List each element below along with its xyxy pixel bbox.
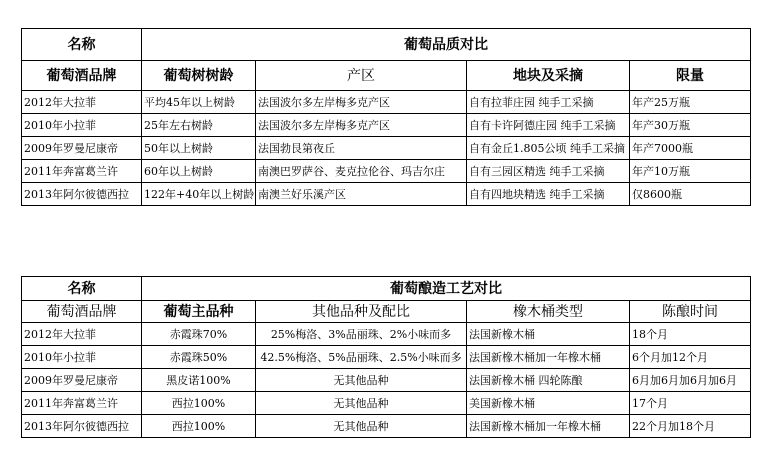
table-cell: 法国波尔多左岸梅多克产区: [256, 91, 467, 114]
table-cell: 西拉100%: [142, 392, 256, 415]
name-header: 名称: [22, 29, 142, 61]
table-cell: 6个月加12个月: [630, 346, 751, 369]
table-cell: 25年左右树龄: [142, 114, 256, 137]
column-header: 其他品种及配比: [256, 301, 467, 323]
table-cell: 17个月: [630, 392, 751, 415]
table-cell: 自有卡许阿德庄园 纯手工采摘: [467, 114, 630, 137]
table-cell: 2011年奔富葛兰许: [22, 160, 142, 183]
column-header: 葡萄酒品牌: [22, 61, 142, 91]
table-title: 葡萄品质对比: [142, 29, 751, 61]
table-cell: 年产25万瓶: [630, 91, 751, 114]
table-row: [22, 346, 751, 369]
table-cell: 自有四地块精选 纯手工采摘: [467, 183, 630, 206]
name-header: 名称: [22, 277, 142, 301]
table-cell: 南澳兰好乐溪产区: [256, 183, 467, 206]
table-title: 葡萄酿造工艺对比: [142, 277, 751, 301]
table-cell: 42.5%梅洛、5%品丽珠、2.5%小味而多: [256, 346, 467, 369]
table-cell: 2011年奔富葛兰许: [22, 392, 142, 415]
table-cell: 2009年罗曼尼康帝: [22, 369, 142, 392]
table-cell: 50年以上树龄: [142, 137, 256, 160]
table-row: [22, 392, 751, 415]
table-cell: 无其他品种: [256, 392, 467, 415]
table-row: [22, 369, 751, 392]
table-cell: 平均45年以上树龄: [142, 91, 256, 114]
table-cell: 黑皮诺100%: [142, 369, 256, 392]
column-header: 限量: [630, 61, 751, 91]
table-cell: 美国新橡木桶: [467, 392, 630, 415]
table-cell: 2010年小拉菲: [22, 114, 142, 137]
table-cell: 年产7000瓶: [630, 137, 751, 160]
table-cell: 122年+40年以上树龄: [142, 183, 256, 206]
table-cell: 法国勃艮第夜丘: [256, 137, 467, 160]
table-cell: 6月加6月加6月加6月: [630, 369, 751, 392]
table-cell: 2013年阿尔彼德西拉: [22, 415, 142, 438]
column-header: 葡萄树树龄: [142, 61, 256, 91]
table-row: [22, 183, 751, 206]
table-cell: 自有拉菲庄园 纯手工采摘: [467, 91, 630, 114]
table-cell: 自有三园区精选 纯手工采摘: [467, 160, 630, 183]
table-cell: 2009年罗曼尼康帝: [22, 137, 142, 160]
table-cell: 2012年大拉菲: [22, 91, 142, 114]
table-row: [22, 114, 751, 137]
table-cell: 2013年阿尔彼德西拉: [22, 183, 142, 206]
table-cell: 年产30万瓶: [630, 114, 751, 137]
table-cell: 2012年大拉菲: [22, 323, 142, 346]
table-cell: 无其他品种: [256, 415, 467, 438]
table-cell: 赤霞珠50%: [142, 346, 256, 369]
table-cell: 18个月: [630, 323, 751, 346]
table-cell: 法国新橡木桶 四轮陈酿: [467, 369, 630, 392]
table-cell: 25%梅洛、3%品丽珠、2%小味而多: [256, 323, 467, 346]
table-cell: 法国波尔多左岸梅多克产区: [256, 114, 467, 137]
column-header: 葡萄主品种: [142, 301, 256, 323]
table-row: [22, 160, 751, 183]
table-cell: 法国新橡木桶: [467, 323, 630, 346]
table-cell: 自有金丘1.805公顷 纯手工采摘: [467, 137, 630, 160]
table-cell: 60年以上树龄: [142, 160, 256, 183]
column-header: 产区: [256, 61, 467, 91]
table-cell: 法国新橡木桶加一年橡木桶: [467, 415, 630, 438]
table-row: [22, 415, 751, 438]
column-header: 橡木桶类型: [467, 301, 630, 323]
table-cell: 2010年小拉菲: [22, 346, 142, 369]
table-cell: 南澳巴罗萨谷、麦克拉伦谷、玛吉尔庄: [256, 160, 467, 183]
table-row: [22, 323, 751, 346]
grape-quality-table: [21, 28, 751, 206]
table-cell: 赤霞珠70%: [142, 323, 256, 346]
table-row: [22, 137, 751, 160]
table-cell: 无其他品种: [256, 369, 467, 392]
table-cell: 仅8600瓶: [630, 183, 751, 206]
table-cell: 西拉100%: [142, 415, 256, 438]
table-cell: 年产10万瓶: [630, 160, 751, 183]
column-header: 葡萄酒品牌: [22, 301, 142, 323]
table-row: [22, 91, 751, 114]
winemaking-table: [21, 276, 751, 438]
column-header: 陈酿时间: [630, 301, 751, 323]
table-cell: 法国新橡木桶加一年橡木桶: [467, 346, 630, 369]
table-cell: 22个月加18个月: [630, 415, 751, 438]
column-header: 地块及采摘: [467, 61, 630, 91]
